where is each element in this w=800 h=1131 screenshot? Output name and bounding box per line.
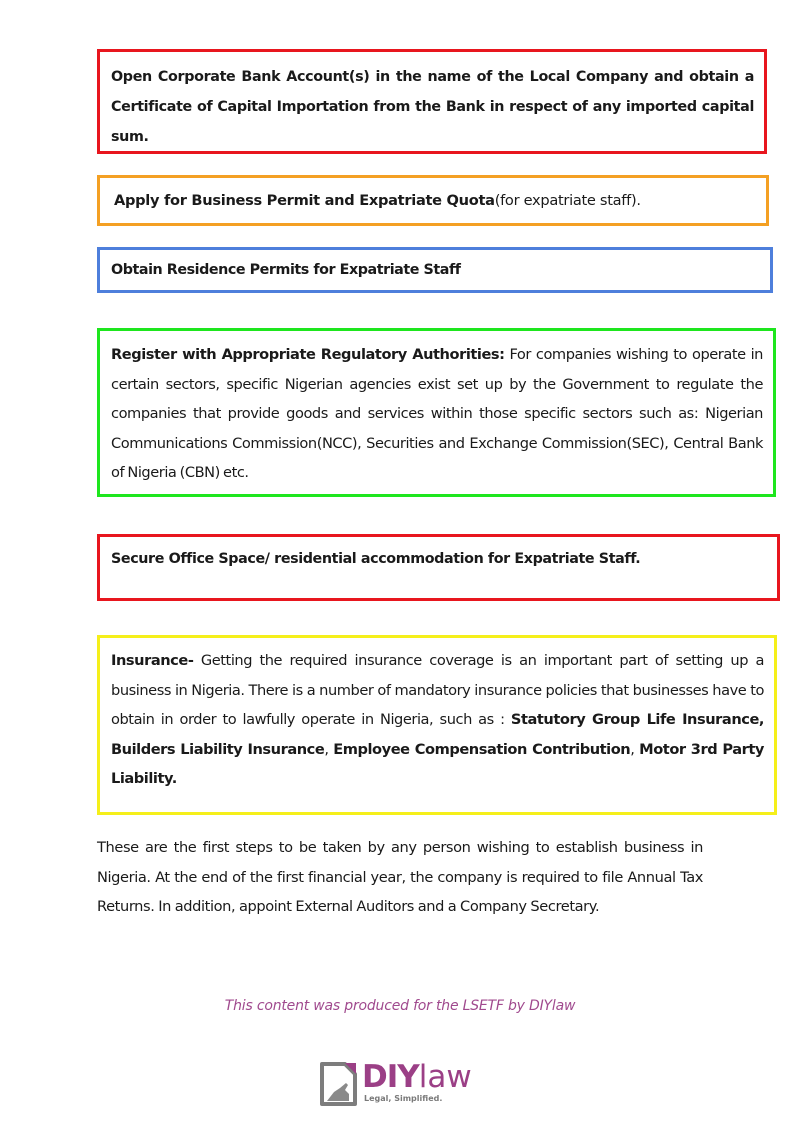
- policy-list-2: Employee Compensation Contribution: [333, 740, 631, 758]
- step-office-space: [97, 534, 780, 601]
- step-text: [111, 646, 764, 794]
- separator: ,: [630, 740, 640, 758]
- document-hand-icon: [318, 1061, 358, 1107]
- step-insurance: [97, 635, 777, 815]
- step-heading: Apply for Business Permit and Expatriate Quota: [114, 192, 495, 209]
- brand-light: law: [418, 1059, 472, 1095]
- step-detail: Getting the required insurance coverage is an important part of setting up a business in Nigeria. There is a number of mandatory insurance policies that businesses have to obtain in order to lawfully operate in Nigeria, such as :: [111, 652, 764, 729]
- step-text: [111, 340, 763, 488]
- step-text: Obtain Residence Permits for Expatriate Staff: [111, 262, 461, 278]
- step-detail: (for expatriate staff).: [494, 192, 641, 209]
- step-business-permit: [97, 175, 769, 226]
- step-detail: For companies wishing to operate in certain sectors, specific Nigerian agencies exist set up by the Government to regulate the companies that provide goods and services within those specific sectors such as: Nigerian Communications Commission(NCC), Securities and Exchange Commission(SEC), Central Bank of Nigeria (CBN) etc.: [111, 346, 763, 482]
- brand-tagline: Legal, Simplified.: [364, 1094, 443, 1103]
- step-text: Secure Office Space/ residential accommodation for Expatriate Staff.: [111, 551, 641, 567]
- step-open-bank-account: [97, 49, 767, 154]
- brand-bold: DIY: [362, 1059, 419, 1095]
- step-text: [114, 186, 756, 216]
- step-regulatory-registration: [97, 328, 776, 497]
- step-heading: Insurance-: [111, 652, 194, 669]
- policy-list-3: Motor 3rd Party Liability.: [111, 740, 764, 788]
- credit-line: This content was produced for the LSETF by DIYlaw: [224, 998, 576, 1014]
- separator: ,: [324, 740, 334, 758]
- diylaw-logo: [318, 1058, 488, 1110]
- closing-paragraph: These are the first steps to be taken by any person wishing to establish business in Nigeria. At the end of the first financial year, the company is required to file Annual Tax Returns. In addition, appoint External Auditors and a Company Secretary.: [97, 839, 703, 916]
- step-text: Open Corporate Bank Account(s) in the name of the Local Company and obtain a Certificate of Capital Importation from the Bank in respect of any imported capital sum.: [111, 69, 754, 145]
- policy-list-1: Statutory Group Life Insurance, Builders Liability Insurance: [111, 711, 764, 758]
- brand-name: [362, 1060, 472, 1094]
- step-heading: Register with Appropriate Regulatory Authorities:: [111, 346, 505, 363]
- step-residence-permits: [97, 247, 773, 293]
